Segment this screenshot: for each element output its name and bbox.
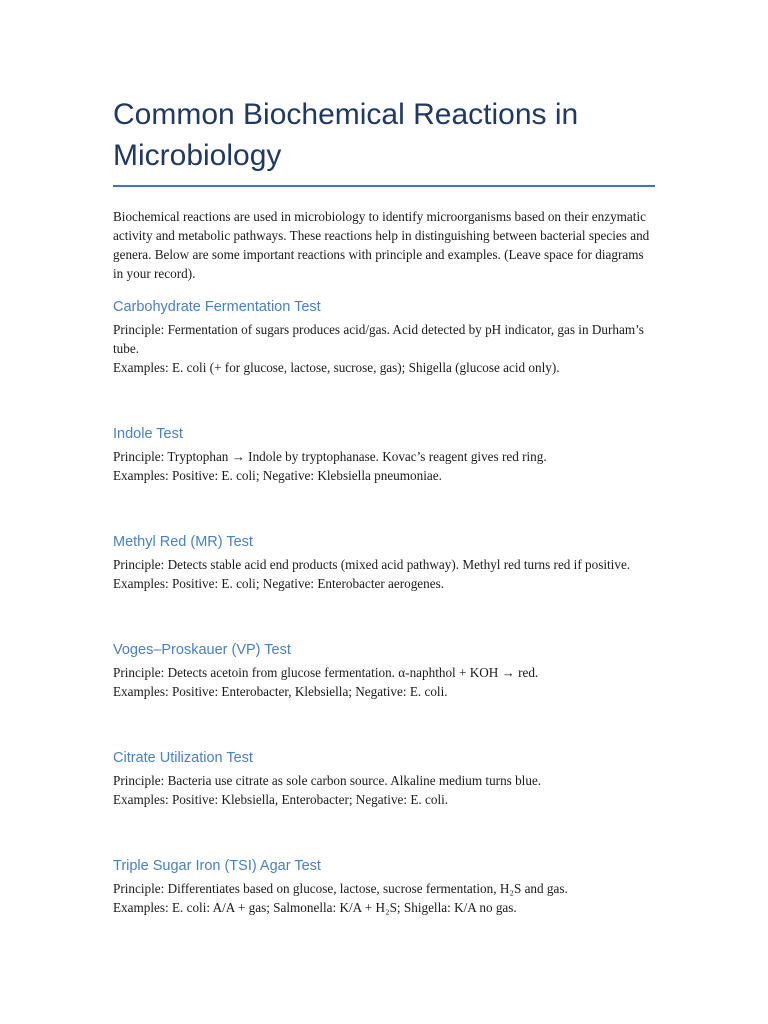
section-triple-sugar-iron xyxy=(113,857,655,917)
section-examples: Examples: Positive: Klebsiella, Enterobacter; Negative: E. coli. xyxy=(113,792,449,807)
page-title: Common Biochemical Reactions in Microbiology xyxy=(113,98,579,172)
section-principle: Principle: Fermentation of sugars produces acid/gas. Acid detected by pH indicator, gas in Durham’s tube. xyxy=(113,322,644,356)
section-carbohydrate-fermentation xyxy=(113,298,655,377)
section-examples: Examples: E. coli (+ for glucose, lactose, sucrose, gas); Shigella (glucose acid only). xyxy=(113,360,560,375)
section-body xyxy=(113,447,655,485)
section-voges-proskauer xyxy=(113,641,655,701)
section-body xyxy=(113,663,655,701)
section-heading: Carbohydrate Fermentation Test xyxy=(113,299,321,315)
section-body xyxy=(113,555,655,593)
section-body xyxy=(113,320,655,377)
section-heading: Triple Sugar Iron (TSI) Agar Test xyxy=(113,858,321,874)
section-examples: Examples: Positive: E. coli; Negative: Klebsiella pneumoniae. xyxy=(113,468,442,483)
document-page xyxy=(113,94,655,917)
section-principle: Principle: Bacteria use citrate as sole carbon source. Alkaline medium turns blue. xyxy=(113,773,542,788)
section-heading: Voges–Proskauer (VP) Test xyxy=(113,642,291,658)
section-body xyxy=(113,879,655,917)
section-principle: Principle: Detects stable acid end products (mixed acid pathway). Methyl red turns red if positive. xyxy=(113,557,631,572)
section-indole xyxy=(113,425,655,485)
section-examples: Examples: E. coli: A/A + gas; Salmonella: K/A + H₂S; Shigella: K/A no gas. xyxy=(113,900,517,915)
section-citrate-utilization xyxy=(113,749,655,809)
section-principle: Principle: Differentiates based on glucose, lactose, sucrose fermentation, H₂S and gas. xyxy=(113,881,568,896)
intro-paragraph: Biochemical reactions are used in microbiology to identify microorganisms based on their enzymatic activity and metabolic pathways. These reactions help in distinguishing between bacterial species and genera. Below are some important reactions with principle and examples. (Leave space for diagrams in your record). xyxy=(113,209,650,281)
section-heading: Indole Test xyxy=(113,426,183,442)
title-underline-rule xyxy=(113,185,655,187)
section-examples: Examples: Positive: Enterobacter, Klebsiella; Negative: E. coli. xyxy=(113,684,448,699)
section-body xyxy=(113,771,655,809)
section-principle: Principle: Tryptophan → Indole by tryptophanase. Kovac’s reagent gives red ring. xyxy=(113,449,547,464)
section-principle: Principle: Detects acetoin from glucose fermentation. α-naphthol + KOH → red. xyxy=(113,665,539,680)
section-examples: Examples: Positive: E. coli; Negative: Enterobacter aerogenes. xyxy=(113,576,445,591)
section-heading: Methyl Red (MR) Test xyxy=(113,534,253,550)
section-heading: Citrate Utilization Test xyxy=(113,750,253,766)
section-methyl-red xyxy=(113,533,655,593)
